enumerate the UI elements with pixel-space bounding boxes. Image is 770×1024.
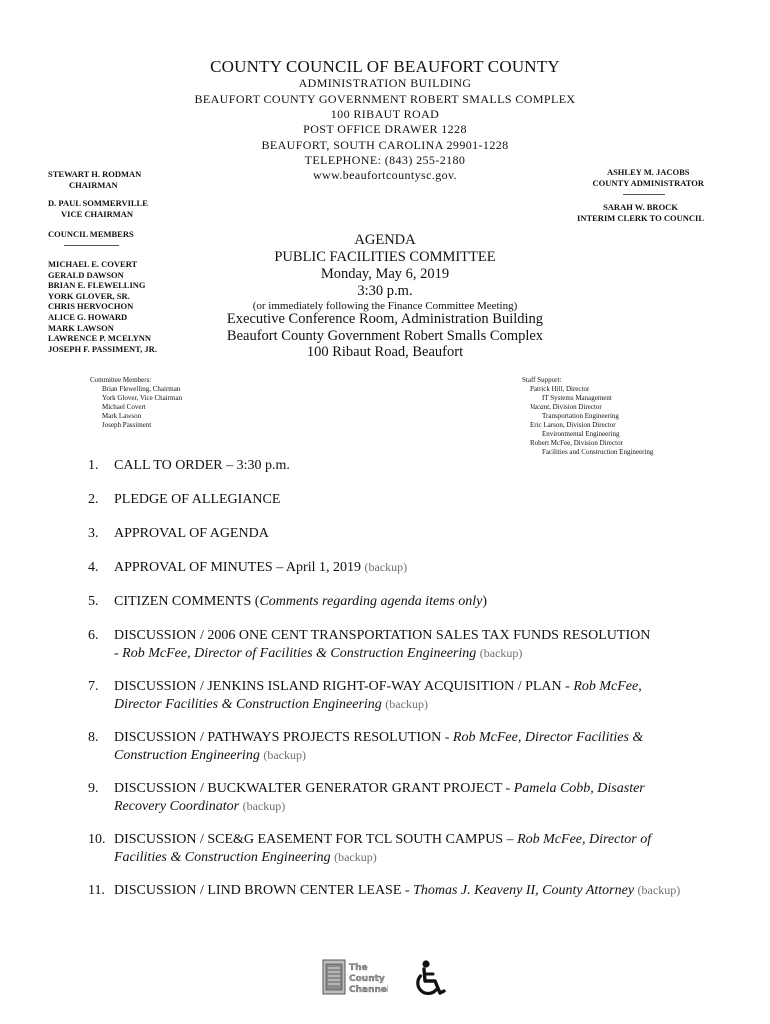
agenda-item xyxy=(88,491,728,509)
agenda-item xyxy=(88,627,728,662)
agenda-item-number: 11. xyxy=(88,883,105,898)
presenter: Rob McFee, Director of Facilities & Construction Engineering xyxy=(122,645,477,661)
agenda-item-label: DISCUSSION / JENKINS ISLAND RIGHT-OF-WAY ACQUISITION / PLAN - xyxy=(114,679,574,694)
presenter: Thomas J. Keaveny II, County Attorney xyxy=(413,883,635,898)
agenda-item xyxy=(88,457,728,475)
chairman-title: CHAIRMAN xyxy=(69,179,118,190)
vice-chairman-name: D. PAUL SOMMERVILLE xyxy=(48,198,148,208)
agenda-item-label: - xyxy=(114,645,123,661)
vice-chairman-block xyxy=(48,198,148,219)
channel-logo-text: County xyxy=(349,974,385,984)
agenda-item-text xyxy=(114,559,728,577)
agenda-item-text xyxy=(114,678,728,713)
staff-line: Robert McFee, Division Director xyxy=(530,439,623,447)
staff-heading: Staff Support: xyxy=(522,376,562,384)
clerk-name: SARAH W. BROCK xyxy=(603,202,678,212)
backup-link[interactable]: (backup) xyxy=(364,560,408,574)
agenda-item-label: APPROVAL OF MINUTES – April 1, 2019 xyxy=(114,560,365,575)
backup-link[interactable]: (backup) xyxy=(637,883,681,897)
council-member: MARK LAWSON xyxy=(48,322,114,333)
council-member: BRIAN E. FLEWELLING xyxy=(48,280,146,291)
council-member: LAWRENCE P. MCELYNN xyxy=(48,333,152,344)
channel-logo-text: The xyxy=(349,963,368,973)
agenda-item xyxy=(88,831,728,866)
committee-member: Joseph Passiment xyxy=(102,421,152,429)
committee-member: Michael Covert xyxy=(102,403,146,411)
committee-name: PUBLIC FACILITIES COMMITTEE xyxy=(274,249,496,265)
council-member: ALICE G. HOWARD xyxy=(48,311,128,322)
agenda-item-label: DISCUSSION / LIND BROWN CENTER LEASE - xyxy=(114,883,414,898)
letterhead-line: TELEPHONE: (843) 255-2180 xyxy=(304,153,466,167)
agenda-item-text xyxy=(114,457,728,475)
divider xyxy=(623,194,665,195)
staff-line: Environmental Engineering xyxy=(542,430,620,438)
agenda-item xyxy=(88,780,728,815)
letterhead-line: ADMINISTRATION BUILDING xyxy=(298,76,472,90)
agenda-item-number: 3. xyxy=(88,526,99,541)
backup-link[interactable]: (backup) xyxy=(334,849,377,864)
county-channel-logo xyxy=(322,958,388,996)
agenda-item-label: DISCUSSION / PATHWAYS PROJECTS RESOLUTION - xyxy=(114,730,453,745)
agenda-item-text xyxy=(114,831,728,866)
administrator-title: COUNTY ADMINISTRATOR xyxy=(592,177,704,188)
committee-heading: Committee Members: xyxy=(90,376,152,384)
council-member: MICHAEL E. COVERT xyxy=(48,259,138,269)
presenter: Rob McFee, Director Facilities & xyxy=(452,730,644,745)
council-member: GERALD DAWSON xyxy=(48,269,124,280)
clerk-title: INTERIM CLERK TO COUNCIL xyxy=(577,212,704,223)
staff-line: Patrick Hill, Director xyxy=(530,385,590,393)
agenda-item-label: DISCUSSION / BUCKWALTER GENERATOR GRANT PROJECT - xyxy=(114,781,514,796)
agenda-item-number: 2. xyxy=(88,492,99,507)
agenda-item-number: 9. xyxy=(88,781,99,796)
staff-line: Vacant, Division Director xyxy=(530,403,602,411)
agenda-heading: AGENDA xyxy=(354,232,416,248)
presenter: Pamela Cobb, Disaster xyxy=(513,781,645,796)
agenda-item xyxy=(88,882,728,900)
committee-member: Mark Lawson xyxy=(102,412,142,420)
channel-logo-text: Channel xyxy=(349,985,388,995)
presenter: Facilities & Construction Engineering xyxy=(114,849,331,865)
staff-vacant: Vacant xyxy=(530,403,550,411)
meeting-complex: Beaufort County Government Robert Smalls Complex xyxy=(226,328,544,344)
chairman-name: STEWART H. RODMAN xyxy=(48,169,142,179)
agenda-item-label: DISCUSSION / 2006 ONE CENT TRANSPORTATION SALES TAX FUNDS RESOLUTION xyxy=(114,628,651,643)
backup-link[interactable]: (backup) xyxy=(479,645,523,660)
agenda-item-label: APPROVAL OF AGENDA xyxy=(114,526,269,541)
agenda-item-number: 4. xyxy=(88,560,99,575)
committee-member: York Glover, Vice Chairman xyxy=(102,394,183,402)
staff-line: Transportation Engineering xyxy=(542,412,619,420)
agenda-item-label: ) xyxy=(482,594,488,609)
council-member: JOSEPH F. PASSIMENT, JR. xyxy=(48,343,157,354)
agenda-item-text xyxy=(114,627,728,662)
staff-line: Facilities and Construction Engineering xyxy=(542,448,654,456)
letterhead-line: BEAUFORT COUNTY GOVERNMENT ROBERT SMALLS COMPLEX xyxy=(194,92,576,106)
agenda-item-number: 10. xyxy=(88,832,106,847)
presenter: Recovery Coordinator xyxy=(114,798,240,814)
administrator-name: ASHLEY M. JACOBS xyxy=(606,167,690,177)
backup-link[interactable]: (backup) xyxy=(242,798,286,813)
agenda-item-label: DISCUSSION / SCE&G EASEMENT FOR TCL SOUTH CAMPUS – xyxy=(114,832,518,847)
staff-line: IT Systems Management xyxy=(542,394,612,402)
agenda-item xyxy=(88,559,728,577)
presenter: Construction Engineering xyxy=(114,747,260,763)
presenter: Rob McFee, xyxy=(573,679,642,694)
backup-link[interactable]: (backup) xyxy=(385,696,428,711)
staff-support xyxy=(522,376,653,457)
council-title: COUNTY COUNCIL OF BEAUFORT COUNTY xyxy=(210,57,560,76)
agenda-item-text xyxy=(114,729,728,764)
agenda-item-label: PLEDGE OF ALLEGIANCE xyxy=(114,492,281,507)
council-member: CHRIS HERVOCHON xyxy=(48,301,134,312)
letterhead-line: 100 RIBAUT ROAD xyxy=(330,107,440,121)
presenter: Rob McFee, Director of xyxy=(517,832,652,847)
agenda-item-number: 1. xyxy=(88,458,99,473)
agenda-item-text xyxy=(114,525,728,543)
agenda-item-text xyxy=(114,882,728,900)
clerk-block xyxy=(577,202,704,223)
meeting-address: 100 Ribaut Road, Beaufort xyxy=(306,344,464,360)
agenda-item-label: CALL TO ORDER – 3:30 p.m. xyxy=(114,458,290,473)
agenda-item-text xyxy=(114,593,728,611)
agenda-item xyxy=(88,593,728,611)
letterhead-line: POST OFFICE DRAWER 1228 xyxy=(303,122,467,136)
agenda-item-number: 6. xyxy=(88,628,99,643)
administrator-block xyxy=(592,167,704,188)
council-member: YORK GLOVER, SR. xyxy=(48,290,130,301)
meeting-location: Executive Conference Room, Administration Building xyxy=(226,311,544,327)
agenda-item-number: 5. xyxy=(88,594,99,609)
wheelchair-icon xyxy=(412,960,448,998)
agenda-item xyxy=(88,729,728,764)
meeting-time-note: (or immediately following the Finance Committee Meeting) xyxy=(252,300,518,312)
staff-line: Eric Larson, Division Director xyxy=(530,421,616,429)
backup-link[interactable]: (backup) xyxy=(263,747,306,762)
vice-chairman-title: VICE CHAIRMAN xyxy=(61,208,134,219)
agenda-item-text xyxy=(114,780,728,815)
meeting-time: 3:30 p.m. xyxy=(357,283,413,299)
council-members-heading: COUNCIL MEMBERS xyxy=(48,229,134,239)
agenda-item-number: 7. xyxy=(88,679,99,694)
website-link[interactable]: www.beaufortcountysc.gov. xyxy=(312,168,458,182)
chairman-block xyxy=(48,169,141,190)
agenda-item-label: CITIZEN COMMENTS ( xyxy=(114,594,260,609)
committee-members xyxy=(90,376,182,430)
agenda-item-number: 8. xyxy=(88,730,99,745)
presenter: Comments regarding agenda items only xyxy=(259,594,483,609)
agenda-item xyxy=(88,525,728,543)
presenter: Director Facilities & Construction Engineering xyxy=(114,696,382,712)
committee-member: Brian Flewelling, Chairman xyxy=(102,385,181,393)
agenda-item-text xyxy=(114,491,728,509)
meeting-date: Monday, May 6, 2019 xyxy=(320,266,450,282)
agenda-item xyxy=(88,678,728,713)
letterhead-line: BEAUFORT, SOUTH CAROLINA 29901-1228 xyxy=(261,138,509,152)
